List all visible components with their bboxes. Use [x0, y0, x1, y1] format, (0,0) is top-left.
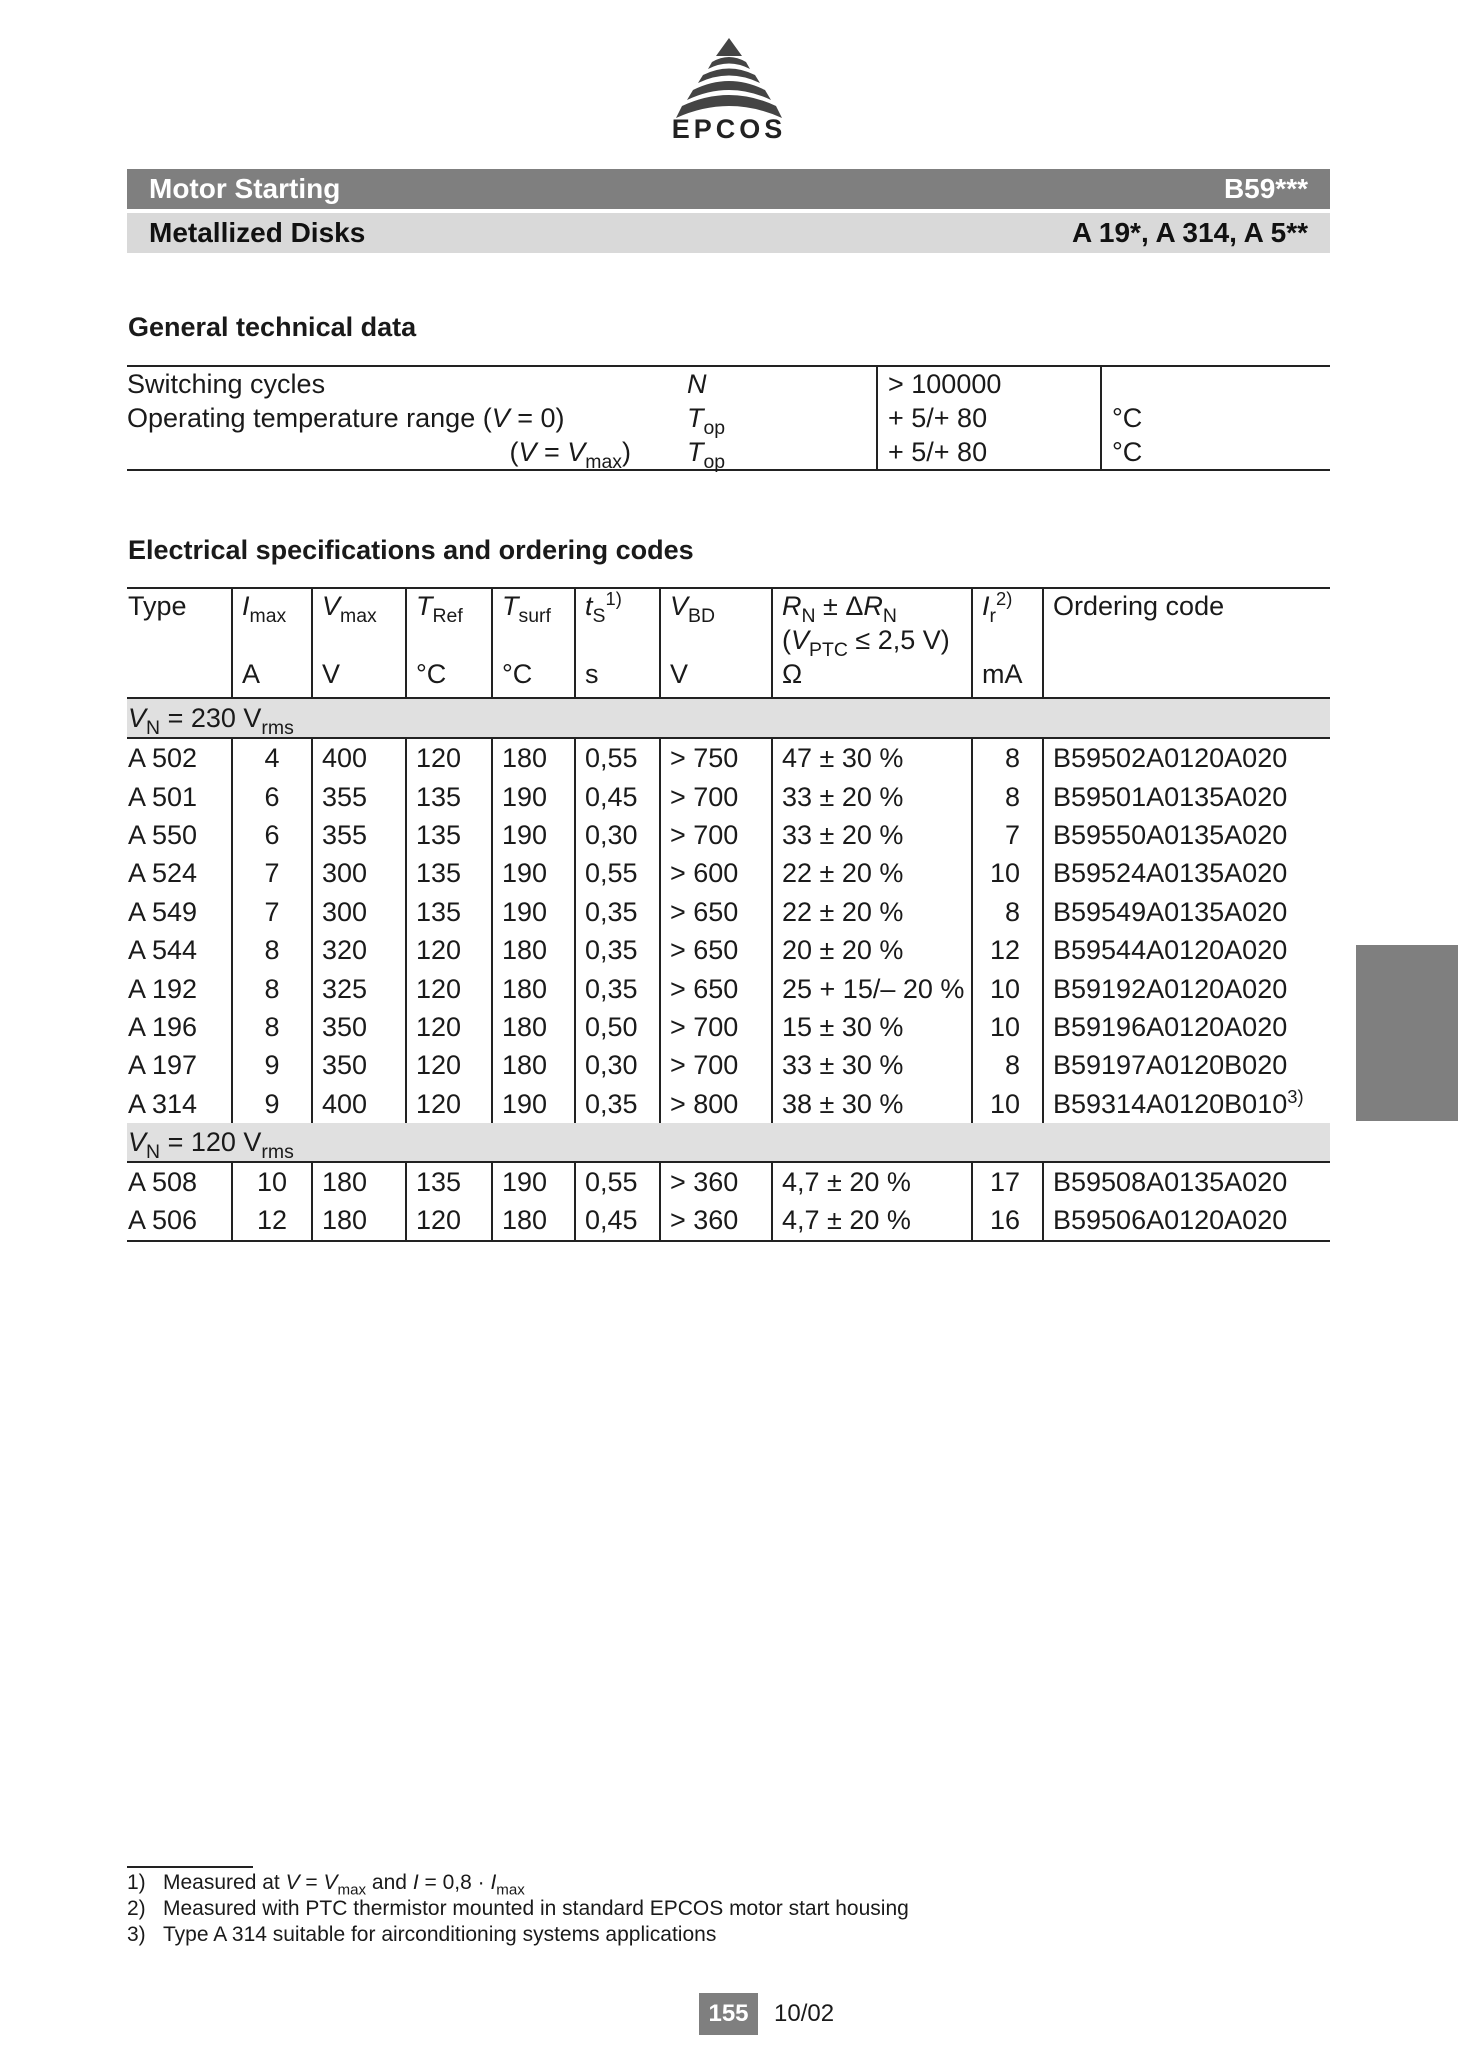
group-label: $V_N = 120$ $V_{rms}$: [127, 1123, 1330, 1162]
cell-vmax: 180: [312, 1201, 406, 1240]
cell-tref: 135: [406, 1162, 492, 1201]
table-row: [127, 738, 1330, 777]
table-row: [127, 969, 1330, 1007]
cell-code: B59508A0135A020: [1043, 1162, 1330, 1201]
header-ordering-code: Ordering code: [1043, 588, 1330, 698]
model-list: A 19*, A 314, A 5**: [1071, 217, 1308, 248]
cell-imax: 8: [232, 969, 312, 1007]
cell-tref: 135: [406, 893, 492, 931]
cell-tref: 120: [406, 1201, 492, 1240]
header-tsurf: $T_{surf}$ °C: [492, 588, 575, 698]
cell-tsurf: 180: [492, 738, 575, 777]
cell-tsurf: 190: [492, 893, 575, 931]
value-cell: + 5/+ 80: [877, 435, 1101, 470]
cell-rn: 33 ± 30 %: [772, 1046, 972, 1084]
cell-tsurf: 190: [492, 1085, 575, 1123]
cell-ir: 8: [972, 893, 1043, 931]
cell-tsurf: 180: [492, 931, 575, 969]
epcos-logo-icon: [676, 38, 782, 120]
group-row-230v: [127, 698, 1330, 738]
cell-ir: 10: [972, 854, 1043, 892]
cell-ir: 10: [972, 969, 1043, 1007]
unit-cell: [1101, 366, 1330, 401]
cell-ts: 0,30: [575, 816, 660, 854]
product-title: Metallized Disks: [149, 217, 366, 248]
cell-imax: 6: [232, 816, 312, 854]
cell-ts: 0,45: [575, 777, 660, 815]
table-row: [127, 893, 1330, 931]
cell-ir: 10: [972, 1085, 1043, 1123]
table-row: [127, 1201, 1330, 1240]
cell-code: B59314A0120B010$^{3)}$: [1043, 1085, 1330, 1123]
cell-type: A 192: [128, 973, 198, 1004]
cell-imax: 7: [232, 854, 312, 892]
cell-ts: 0,35: [575, 931, 660, 969]
cell-type: A 197: [128, 1050, 198, 1081]
cell-rn: 22 ± 20 %: [772, 893, 972, 931]
cell-imax: 9: [232, 1046, 312, 1084]
cell-tref: 120: [406, 1085, 492, 1123]
header-vmax: $V_{max}$ V: [312, 588, 406, 698]
footnote-1: 1) Measured at $V = V_{max}$ and $I = 0,8 \cdot I_{max}$: [127, 1871, 525, 1899]
cell-code: B59544A0120A020: [1043, 931, 1330, 969]
header-ts: $t_S^{1)}$ s: [575, 588, 660, 698]
cell-vbd: > 650: [660, 893, 772, 931]
cell-vmax: 300: [312, 854, 406, 892]
cell-rn: 33 ± 20 %: [772, 816, 972, 854]
group-label: $V_N = 230$ $V_{rms}$: [127, 698, 1330, 738]
cell-ir: 8: [972, 1046, 1043, 1084]
cell-vmax: 350: [312, 1046, 406, 1084]
cell-code: B59197A0120B020: [1043, 1046, 1330, 1084]
footnote-divider: [127, 1866, 253, 1868]
cell-rn: 33 ± 20 %: [772, 777, 972, 815]
symbol-cell: $T_{op}$: [687, 437, 726, 473]
header-bar-category: [127, 169, 1330, 209]
series-code: B59***: [1223, 173, 1308, 204]
cell-vbd: > 700: [660, 1008, 772, 1046]
header-row: [127, 588, 1330, 698]
cell-type: A 524: [128, 858, 198, 889]
cell-ts: 0,55: [575, 1162, 660, 1201]
header-type: Type: [128, 591, 187, 621]
symbol-cell: $T_{op}$: [687, 403, 726, 439]
cell-rn: 47 ± 30 %: [772, 738, 972, 777]
cell-ts: 0,30: [575, 1046, 660, 1084]
cell-imax: 6: [232, 777, 312, 815]
cell-vbd: > 750: [660, 738, 772, 777]
cell-tref: 135: [406, 854, 492, 892]
cell-tref: 120: [406, 931, 492, 969]
cell-tsurf: 190: [492, 777, 575, 815]
cell-ts: 0,45: [575, 1201, 660, 1240]
table-row: [127, 401, 1330, 435]
cell-ir: 8: [972, 777, 1043, 815]
header-bar-product: [127, 213, 1330, 253]
cell-vbd: > 700: [660, 777, 772, 815]
general-data-title: General technical data: [128, 312, 417, 342]
cell-rn: 25 + 15/– 20 %: [772, 969, 972, 1007]
cell-tref: 135: [406, 777, 492, 815]
cell-ts: 0,55: [575, 738, 660, 777]
cell-type: A 314: [128, 1088, 198, 1119]
footnote-2: 2) Measured with PTC thermistor mounted in standard EPCOS motor start housing: [127, 1897, 909, 1920]
cell-rn: 4,7 ± 20 %: [772, 1201, 972, 1240]
footnotes: [127, 1870, 909, 1948]
unit-cell: °C: [1101, 435, 1330, 470]
cell-type: A 502: [128, 743, 198, 774]
cell-vbd: > 650: [660, 931, 772, 969]
category-title: Motor Starting: [149, 173, 341, 204]
cell-ir: 17: [972, 1162, 1043, 1201]
cell-imax: 8: [232, 931, 312, 969]
cell-tsurf: 190: [492, 854, 575, 892]
header-imax: $I_{max}$ A: [232, 588, 312, 698]
header-tref: $T_{Ref}$ °C: [406, 588, 492, 698]
table-row: [127, 366, 1330, 401]
cell-code: B59502A0120A020: [1043, 738, 1330, 777]
cell-ir: 7: [972, 816, 1043, 854]
table-row: [127, 931, 1330, 969]
cell-vbd: > 800: [660, 1085, 772, 1123]
cell-vmax: 400: [312, 738, 406, 777]
unit-cell: °C: [1101, 401, 1330, 435]
header-vbd: $V_{BD}$ V: [660, 588, 772, 698]
revision-date: 10/02: [774, 2000, 835, 2027]
cell-rn: 38 ± 30 %: [772, 1085, 972, 1123]
cell-rn: 22 ± 20 %: [772, 854, 972, 892]
cell-type: A 506: [128, 1205, 198, 1236]
cell-code: B59506A0120A020: [1043, 1201, 1330, 1240]
section-side-tab: [1356, 945, 1458, 1121]
group-row-120v: [127, 1123, 1330, 1162]
cell-imax: 4: [232, 738, 312, 777]
cell-ts: 0,35: [575, 1085, 660, 1123]
cell-type: A 550: [128, 819, 198, 850]
cell-tref: 120: [406, 1046, 492, 1084]
cell-imax: 8: [232, 1008, 312, 1046]
symbol-cell: N: [687, 369, 707, 399]
table-row: [127, 777, 1330, 815]
cell-vmax: 300: [312, 893, 406, 931]
cell-ts: 0,55: [575, 854, 660, 892]
table-row: [127, 1162, 1330, 1201]
table-row: [127, 1085, 1330, 1123]
cell-vbd: > 700: [660, 816, 772, 854]
cell-vmax: 325: [312, 969, 406, 1007]
cell-code: B59549A0135A020: [1043, 893, 1330, 931]
cell-code: B59501A0135A020: [1043, 777, 1330, 815]
general-data-table: [127, 365, 1330, 471]
cell-vbd: > 600: [660, 854, 772, 892]
cell-ts: 0,35: [575, 893, 660, 931]
label-cell: Operating temperature range (V = 0): [127, 403, 565, 433]
cell-ir: 10: [972, 1008, 1043, 1046]
cell-vmax: 355: [312, 816, 406, 854]
cell-vmax: 180: [312, 1162, 406, 1201]
table-row: [127, 1046, 1330, 1084]
cell-tsurf: 180: [492, 1046, 575, 1084]
table-row: [127, 1008, 1330, 1046]
table-row: [127, 816, 1330, 854]
cell-tsurf: 180: [492, 1201, 575, 1240]
cell-vmax: 400: [312, 1085, 406, 1123]
cell-vbd: > 700: [660, 1046, 772, 1084]
value-cell: > 100000: [877, 366, 1101, 401]
cell-imax: 10: [232, 1162, 312, 1201]
cell-tsurf: 190: [492, 816, 575, 854]
cell-type: A 549: [128, 896, 198, 927]
label-cell: Switching cycles: [127, 369, 326, 399]
cell-imax: 12: [232, 1201, 312, 1240]
cell-code: B59524A0135A020: [1043, 854, 1330, 892]
cell-tref: 120: [406, 1008, 492, 1046]
cell-type: A 196: [128, 1011, 198, 1042]
cell-vmax: 320: [312, 931, 406, 969]
cell-imax: 7: [232, 893, 312, 931]
cell-type: A 544: [128, 935, 198, 966]
table-row: [127, 435, 1330, 470]
cell-rn: 20 ± 20 %: [772, 931, 972, 969]
cell-rn: 15 ± 30 %: [772, 1008, 972, 1046]
cell-tref: 120: [406, 969, 492, 1007]
cell-vbd: > 360: [660, 1201, 772, 1240]
cell-ir: 8: [972, 738, 1043, 777]
header-rn: $R_N \pm \Delta R_N$ ($V_{PTC} \le 2,5$ V) Ω: [772, 588, 972, 698]
cell-tref: 120: [406, 738, 492, 777]
table-row: [127, 854, 1330, 892]
cell-code: B59196A0120A020: [1043, 1008, 1330, 1046]
cell-type: A 501: [128, 781, 198, 812]
cell-code: B59192A0120A020: [1043, 969, 1330, 1007]
cell-ts: 0,50: [575, 1008, 660, 1046]
page-number: 155: [699, 1993, 758, 2035]
cell-tsurf: 180: [492, 1008, 575, 1046]
footnote-3: 3) Type A 314 suitable for airconditioning systems applications: [127, 1923, 717, 1946]
header-ir: $I_r^{2)}$ mA: [972, 588, 1043, 698]
cell-tsurf: 190: [492, 1162, 575, 1201]
cell-vbd: > 360: [660, 1162, 772, 1201]
cell-code: B59550A0135A020: [1043, 816, 1330, 854]
cell-ts: 0,35: [575, 969, 660, 1007]
cell-vmax: 355: [312, 777, 406, 815]
spec-title: Electrical specifications and ordering codes: [128, 535, 694, 565]
cell-vmax: 350: [312, 1008, 406, 1046]
cell-tsurf: 180: [492, 969, 575, 1007]
logo-text: EPCOS: [671, 114, 787, 144]
spec-table: [127, 587, 1330, 1242]
cell-imax: 9: [232, 1085, 312, 1123]
cell-rn: 4,7 ± 20 %: [772, 1162, 972, 1201]
cell-ir: 12: [972, 931, 1043, 969]
cell-type: A 508: [128, 1167, 198, 1198]
cell-vbd: > 650: [660, 969, 772, 1007]
label-cell: $(V = V_{max})$: [509, 437, 631, 473]
cell-tref: 135: [406, 816, 492, 854]
value-cell: + 5/+ 80: [877, 401, 1101, 435]
cell-ir: 16: [972, 1201, 1043, 1240]
